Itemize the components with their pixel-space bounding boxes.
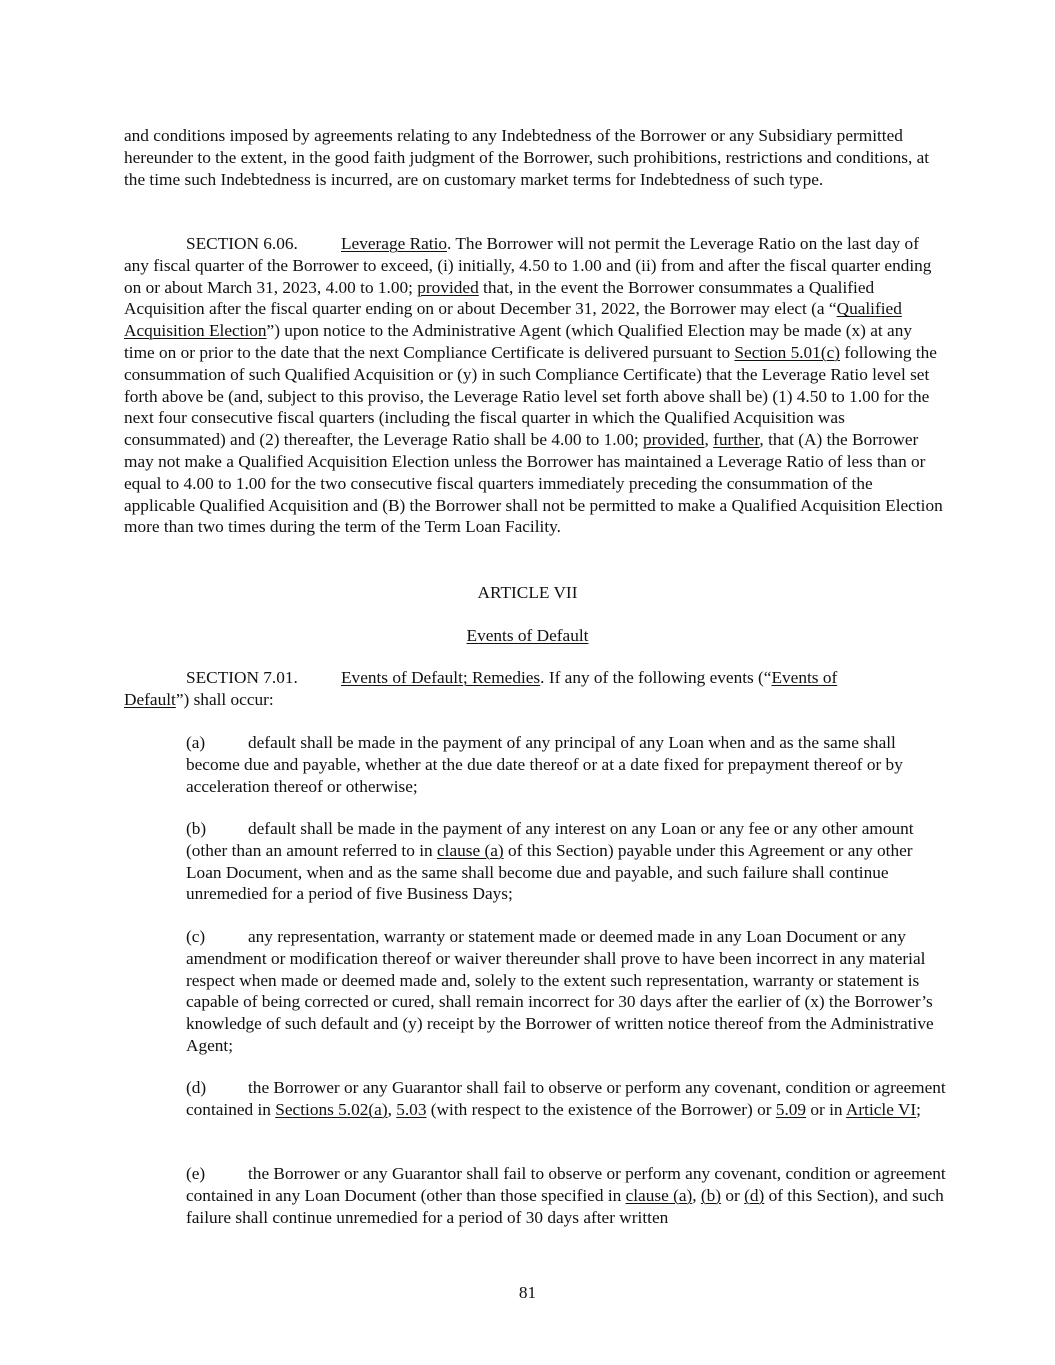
provided-term-2: provided [643, 430, 705, 450]
article-vi-reference: Article VI [845, 1099, 917, 1119]
section-7-01-paragraph [124, 667, 944, 711]
section-6-06-comma: , [704, 430, 714, 450]
sections-5-02a-reference: Sections 5.02(a) [275, 1099, 388, 1119]
clause-b-reference: clause (a) [436, 840, 504, 860]
clause-b-text-2: of this Section) payable under this Agreement or any other Loan Document, when and as the same shall become due and payable, and such failure shall continue unremedied for a period of five Business Days; [186, 840, 913, 904]
intro-text: and conditions imposed by agreements relating to any Indebtedness of the Borrower or any Subsidiary permitted hereunder to the extent, in the good faith judgment of the Borrower, such prohibitions, restrictions and conditions, at the time such Indebtedness is incurred, are on customary market terms for Indebtedness of such type. [124, 126, 930, 189]
clause-e-text-1: the Borrower or any Guarantor shall fail to observe or perform any covenant, condition or agreement contained in any Loan Document (other than those specified in [186, 1164, 946, 1205]
clause-e-reference-b: (b) [700, 1185, 722, 1205]
article-title [0, 625, 1055, 647]
article-heading: ARTICLE VII [477, 583, 578, 602]
clause-e-reference-d: (d) [744, 1185, 765, 1205]
section-7-01-text-2: ”) shall occur: [175, 689, 274, 709]
clause-e-reference-a: clause (a) [625, 1185, 693, 1205]
section-6-06-text-3: ”) upon notice to the Administrative Agent (which Qualified Election may be made (x) at any time on or prior to the date that the next Compliance Certificate is delivered pursuant to [124, 321, 913, 362]
clause-d-text-4: ; [916, 1099, 921, 1119]
clause-e [186, 1163, 946, 1228]
clause-e-sep-1: , [692, 1185, 701, 1205]
clause-e-text-2: of this Section), and such failure shall continue unremedied for a period of 30 days after written [186, 1185, 944, 1227]
section-6-06-title: Leverage Ratio [341, 234, 448, 253]
clause-d-sep-1: , [387, 1099, 397, 1119]
section-6-06-text-5: , that (A) the Borrower may not make a Qualified Acquisition Election unless the Borrower has maintained a Leverage Ratio of less than or equal to 4.00 to 1.00 for the two consecutive fiscal quarters immediately preceding the consummation of the applicable Qualified Acquisition and (B) the Borrower shall not be permitted to make a Qualified Acquisition Election more than two times during the term of the Term Loan Facility. [124, 430, 943, 537]
clause-c [186, 926, 946, 1057]
clause-b-text-1: default shall be made in the payment of any interest on any Loan or any fee or any other amount (other than an amount referred to in [186, 819, 914, 860]
events-of-default-term-b: Default [124, 689, 176, 709]
section-6-06-number: SECTION 6.06. [186, 234, 298, 253]
provided-term-1: provided [417, 277, 479, 297]
qualified-acquisition-election-term: Qualified Acquisition Election [124, 299, 902, 341]
article-title-text: Events of Default [466, 626, 589, 645]
section-7-01-title: Events of Default; Remedies [341, 668, 541, 687]
section-7-01-number: SECTION 7.01. [186, 668, 298, 687]
further-term: further [713, 430, 760, 450]
section-7-01-text-1: . If any of the following events (“ [540, 668, 772, 687]
page-number: 81 [518, 1283, 537, 1302]
section-6-06-text-4: following the consummation of such Qualified Acquisition or (y) in such Compliance Certificate) that the Leverage Ratio level set forth above be (and, subject to this proviso, the Leverage Ratio level set forth above shall be) (1) 4.50 to 1.00 for the next four consecutive fiscal quarters (including the fiscal quarter in which the Qualified Acquisition was consummated) and (2) thereafter, the Leverage Ratio shall be 4.00 to 1.00; [124, 342, 937, 450]
clause-e-sep-2: or [721, 1185, 745, 1205]
section-6-06-text-1: . The Borrower will not permit the Leverage Ratio on the last day of any fiscal quarter of the Borrower to exceed, (i) initially, 4.50 to 1.00 and (ii) from and after the fiscal quarter ending on or about March 31, 2023, 4.00 to 1.00; [124, 234, 932, 297]
clause-e-label: (e) [186, 1164, 206, 1183]
clause-c-label: (c) [186, 927, 206, 946]
section-5-03-reference: 5.03 [396, 1099, 427, 1119]
clause-a-label: (a) [186, 733, 206, 752]
clause-d-text-1: the Borrower or any Guarantor shall fail to observe or perform any covenant, condition or agreement contained in [186, 1078, 946, 1119]
section-5-01c-reference: Section 5.01(c) [734, 342, 840, 362]
clause-d [186, 1077, 946, 1121]
clause-c-text: any representation, warranty or statement made or deemed made in any Loan Document or any amendment or modification thereof or waiver thereunder shall prove to have been incorrect in any material respect when made or deemed made and, solely to the extent such representation, warranty or statement is capable of being corrected or cured, shall remain incorrect for 30 days after the earlier of (x) the Borrower’s knowledge of such default and (y) receipt by the Borrower of written notice thereof from the Administrative Agent; [186, 927, 934, 1055]
section-5-09-reference: 5.09 [775, 1099, 807, 1119]
section-6-06-paragraph [124, 233, 944, 538]
clause-d-text-3: or in [806, 1099, 846, 1119]
clause-b [186, 818, 946, 905]
events-of-default-term-a: Events of [771, 668, 838, 687]
section-6-06-text-2: that, in the event the Borrower consummates a Qualified Acquisition after the fiscal quarter ending on or about December 31, 2022, the Borrower may elect (a “ [124, 277, 875, 319]
clause-d-label: (d) [186, 1078, 207, 1097]
clause-a [186, 732, 946, 797]
intro-paragraph [124, 125, 944, 190]
clause-b-label: (b) [186, 819, 207, 838]
clause-a-text: default shall be made in the payment of any principal of any Loan when and as the same shall become due and payable, whether at the due date thereof or at a date fixed for prepayment thereof or by acceleration thereof or otherwise; [186, 733, 903, 796]
clause-d-text-2: (with respect to the existence of the Borrower) or [426, 1099, 776, 1119]
